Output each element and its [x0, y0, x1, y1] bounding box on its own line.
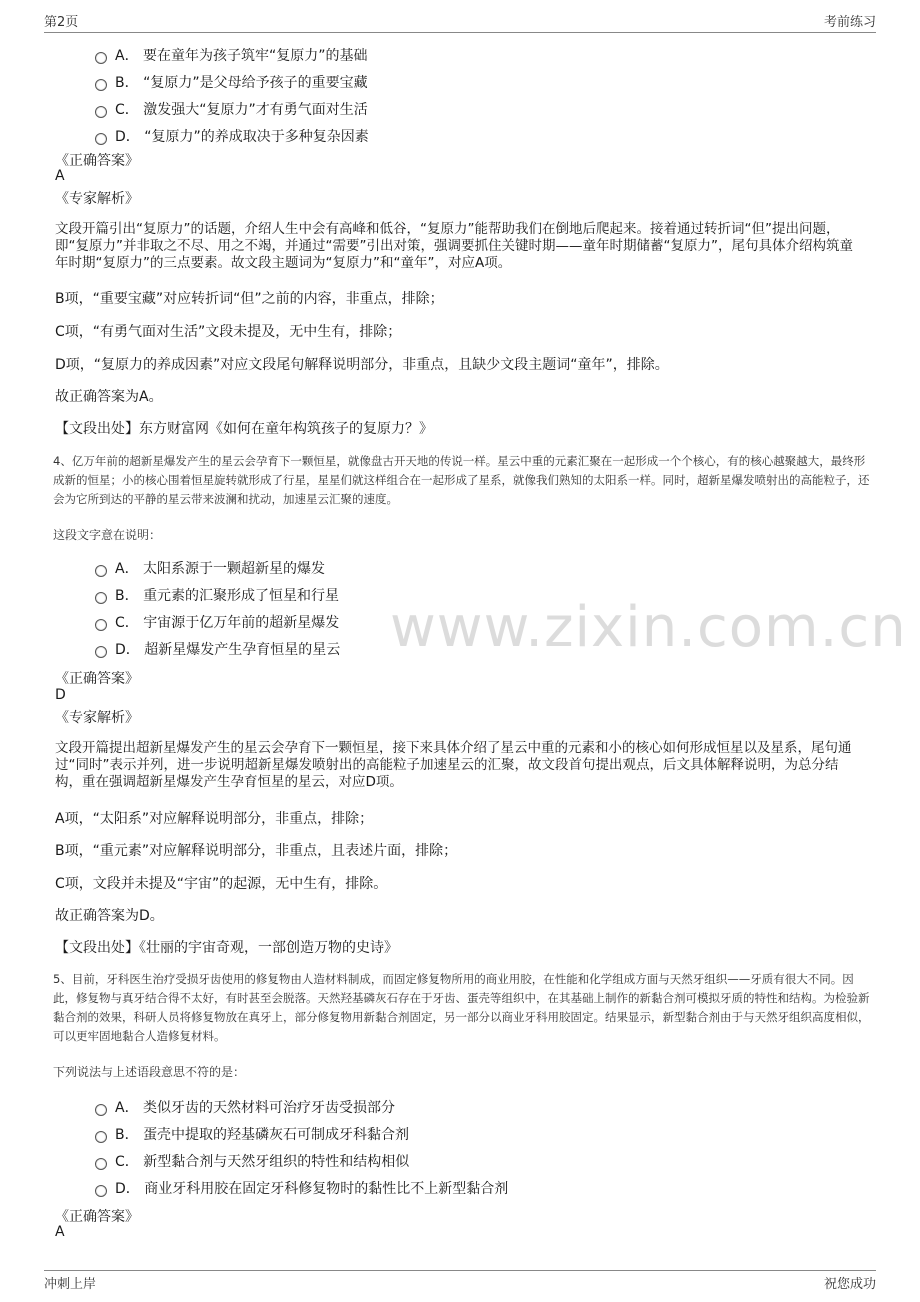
q5-answer-label: 《正确答案》	[55, 1209, 139, 1225]
q5-option-d[interactable]: D． 商业牙科用胶在固定牙科修复物时的黏性比不上新型黏合剂	[95, 1178, 508, 1198]
q4-option-d[interactable]: D． 超新星爆发产生孕育恒星的星云	[95, 639, 340, 659]
q4-option-b-note: B项，“重元素”对应解释说明部分，非重点，且表述片面，排除；	[55, 843, 458, 859]
q3-option-d[interactable]: D． “复原力”的养成取决于多种复杂因素	[95, 126, 369, 146]
q5-option-b[interactable]: B． 蛋壳中提取的羟基磷灰石可制成牙科黏合剂	[95, 1124, 409, 1144]
radio-icon[interactable]	[95, 79, 107, 91]
q4-analysis-label: 《专家解析》	[55, 710, 139, 726]
q3-answer-label: 《正确答案》	[55, 153, 139, 169]
q4-option-b[interactable]: B． 重元素的汇聚形成了恒星和行星	[95, 585, 339, 605]
q4-answer: D	[55, 687, 66, 703]
q3-conclusion: 故正确答案为A。	[55, 389, 163, 405]
page-header	[44, 8, 876, 33]
footer-left-text: 冲刺上岸	[44, 1277, 97, 1292]
radio-icon[interactable]	[95, 106, 107, 118]
radio-icon[interactable]	[95, 1131, 107, 1143]
q4-option-c[interactable]: C． 宇宙源于亿万年前的超新星爆发	[95, 612, 339, 632]
q3-source: 【文段出处】东方财富网《如何在童年构筑孩子的复原力？》	[55, 421, 433, 437]
q3-option-c-note: C项，“有勇气面对生活”文段未提及，无中生有，排除；	[55, 324, 402, 340]
page-footer	[44, 1270, 876, 1295]
header-title: 考前练习	[823, 15, 876, 30]
q3-option-a[interactable]: A． 要在童年为孩子筑牢“复原力”的基础	[95, 45, 368, 65]
q4-answer-label: 《正确答案》	[55, 671, 139, 687]
q5-option-c[interactable]: C． 新型黏合剂与天然牙组织的特性和结构相似	[95, 1151, 409, 1171]
q5-answer: A	[55, 1224, 65, 1240]
q3-option-b[interactable]: B． “复原力”是父母给予孩子的重要宝藏	[95, 72, 368, 92]
q4-stem: 4、亿万年前的超新星爆发产生的星云会孕育下一颗恒星，就像盘古开天地的传说一样。星云中重的元素汇聚在一起形成一个个核心，有的核心越聚越大，最终形成新的恒星；小的核心围着恒星旋转就形成了行星，星星们就这样组合在一起形成了星系，就像我们熟知的太阳系一样。同时，超新星爆发喷射出的高能粒子，还会为它所到达的平静的星云带来波澜和扰动，加速星云汇聚的速度。	[53, 454, 870, 506]
radio-icon[interactable]	[95, 1158, 107, 1170]
radio-icon[interactable]	[95, 646, 107, 658]
q3-analysis-text: 文段开篇引出“复原力”的话题，介绍人生中会有高峰和低谷，“复原力”能帮助我们在倒地后爬起来。接着通过转折词“但”提出问题，即“复原力”并非取之不尽、用之不竭，并通过“需要”引出对策，强调要抓住关键时期——童年时期储蓄“复原力”，尾句具体介绍构筑童年时期“复原力”的三点要素。故文段主题词为“复原力”和“童年”，对应A项。	[55, 221, 853, 271]
q4-analysis-text: 文段开篇提出超新星爆发产生的星云会孕育下一颗恒星，接下来具体介绍了星云中重的元素和小的核心如何形成恒星以及星系，尾句通过“同时”表示并列，进一步说明超新星爆发喷射出的高能粒子加速星云的汇聚，故文段首句提出观点，后文具体解释说明，为总分结构，重在强调超新星爆发产生孕育恒星的星云，对应D项。	[55, 740, 852, 790]
radio-icon[interactable]	[95, 133, 107, 145]
q3-option-b-note: B项，“重要宝藏”对应转折词“但”之前的内容，非重点，排除；	[55, 291, 444, 307]
q4-conclusion: 故正确答案为D。	[55, 908, 164, 924]
radio-icon[interactable]	[95, 1185, 107, 1197]
page-number: 第2页	[44, 15, 79, 30]
q4-source: 【文段出处】《壮丽的宇宙奇观，一部创造万物的史诗》	[55, 940, 398, 956]
q4-option-a[interactable]: A． 太阳系源于一颗超新星的爆发	[95, 558, 325, 578]
q5-option-a[interactable]: A． 类似牙齿的天然材料可治疗牙齿受损部分	[95, 1097, 395, 1117]
q3-option-d-note: D项，“复原力的养成因素”对应文段尾句解释说明部分，非重点，且缺少文段主题词“童年”，排除。	[55, 357, 669, 373]
watermark: www.zixin.com.cn	[390, 595, 907, 660]
radio-icon[interactable]	[95, 592, 107, 604]
q4-question: 这段文字意在说明：	[53, 528, 162, 542]
radio-icon[interactable]	[95, 1104, 107, 1116]
q5-stem: 5、目前，牙科医生治疗受损牙齿使用的修复物由人造材料制成，而固定修复物所用的商业用胶，在性能和化学组成方面与天然牙组织——牙质有很大不同。因此，修复物与真牙结合得不太好，有时甚至会脱落。天然羟基磷灰石存在于牙齿、蛋壳等组织中，在其基础上制作的新黏合剂可模拟牙质的特性和结构。为检验新黏合剂的效果，科研人员将修复物放在真牙上，部分修复物用新黏合剂固定，另一部分以商业牙科用胶固定。结果显示，新型黏合剂由于与天然牙组织高度相似，可以更牢固地黏合人造修复材料。	[53, 972, 870, 1043]
radio-icon[interactable]	[95, 565, 107, 577]
q5-question: 下列说法与上述语段意思不符的是：	[53, 1065, 246, 1079]
q4-option-a-note: A项，“太阳系”对应解释说明部分，非重点，排除；	[55, 811, 374, 827]
q3-analysis-label: 《专家解析》	[55, 191, 139, 207]
radio-icon[interactable]	[95, 619, 107, 631]
q3-option-c[interactable]: C． 激发强大“复原力”才有勇气面对生活	[95, 99, 368, 119]
radio-icon[interactable]	[95, 52, 107, 64]
q4-option-c-note: C项，文段并未提及“宇宙”的起源，无中生有，排除。	[55, 876, 388, 892]
footer-right-text: 祝您成功	[823, 1277, 876, 1292]
q3-answer: A	[55, 168, 65, 184]
